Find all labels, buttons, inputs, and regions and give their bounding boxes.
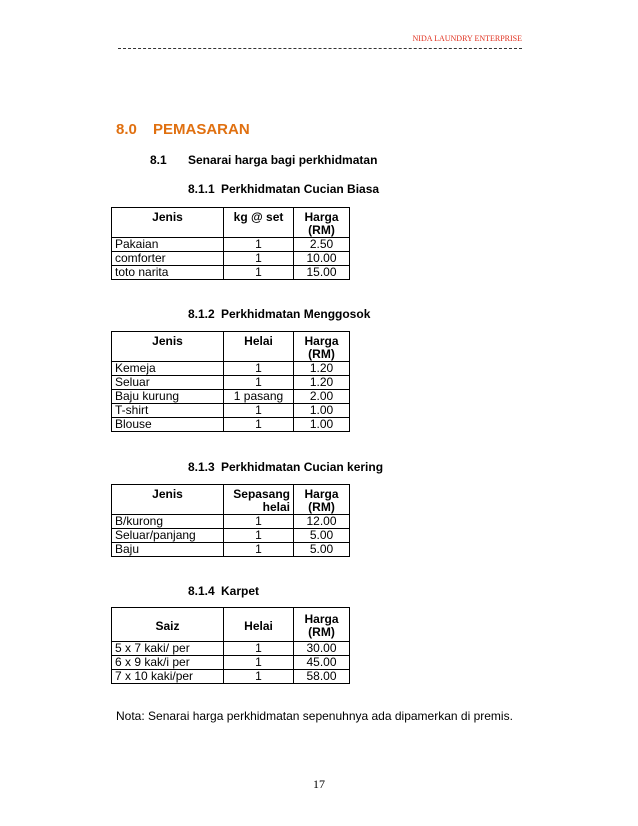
- table-header-row: [112, 332, 350, 362]
- table-cell: 1: [224, 362, 294, 376]
- table-row: [112, 418, 350, 432]
- table-cell: 7 x 10 kaki/per: [112, 670, 224, 684]
- table-heading-number: 8.1.2: [188, 307, 215, 321]
- table-cell: 1.00: [294, 418, 350, 432]
- section-number: 8.0: [116, 121, 137, 138]
- page-number: 17: [313, 777, 325, 791]
- section-title-text: PEMASARAN: [153, 121, 250, 138]
- table-heading-number: 8.1.3: [188, 460, 215, 474]
- table-row: [112, 543, 350, 557]
- table-heading-number: 8.1.4: [188, 584, 215, 598]
- table-cell: Baju: [112, 543, 224, 557]
- table-row: [112, 515, 350, 529]
- table-cell: 1.20: [294, 362, 350, 376]
- table-heading-text: Perkhidmatan Cucian kering: [221, 460, 384, 474]
- table-cell: 1.20: [294, 376, 350, 390]
- table-header-cell: Jenis: [112, 485, 224, 515]
- table-cell: 1: [224, 543, 294, 557]
- table-cell: 30.00: [294, 642, 350, 656]
- table-cell: Pakaian: [112, 238, 224, 252]
- table-header-cell: Jenis: [112, 208, 224, 238]
- price-table-4: [111, 607, 350, 684]
- table-row: [112, 656, 350, 670]
- table-heading-3: [188, 460, 383, 474]
- table-cell: 1: [224, 529, 294, 543]
- table-header-cell: Saiz: [112, 608, 224, 642]
- table-cell: 58.00: [294, 670, 350, 684]
- table-header-cell: kg @ set: [224, 208, 294, 238]
- table-cell: Baju kurung: [112, 390, 224, 404]
- table-cell: 1: [224, 266, 294, 280]
- table-row: [112, 252, 350, 266]
- note-text: Nota: Senarai harga perkhidmatan sepenuhnya ada dipamerkan di premis.: [116, 709, 513, 723]
- table-cell: 6 x 9 kak/i per: [112, 656, 224, 670]
- table-cell: 1: [224, 376, 294, 390]
- table-cell: toto narita: [112, 266, 224, 280]
- table-cell: 1: [224, 656, 294, 670]
- table-row: [112, 670, 350, 684]
- subsection-title-text: Senarai harga bagi perkhidmatan: [188, 153, 378, 167]
- table-cell: 1.00: [294, 404, 350, 418]
- table-cell: 1: [224, 404, 294, 418]
- section-title: [116, 121, 250, 138]
- table-row: [112, 642, 350, 656]
- table-header-cell: Harga (RM): [294, 485, 350, 515]
- table-cell: 5.00: [294, 543, 350, 557]
- table-cell: 10.00: [294, 252, 350, 266]
- table-cell: 2.50: [294, 238, 350, 252]
- table-cell: Kemeja: [112, 362, 224, 376]
- price-table-1: [111, 207, 350, 280]
- header-divider: [118, 48, 522, 49]
- price-table-3: [111, 484, 350, 557]
- table-row: [112, 266, 350, 280]
- table-cell: 5.00: [294, 529, 350, 543]
- table-heading-number: 8.1.1: [188, 182, 215, 196]
- table-heading-text: Perkhidmatan Menggosok: [221, 307, 371, 321]
- table-heading-text: Perkhidmatan Cucian Biasa: [221, 182, 380, 196]
- table-row: [112, 362, 350, 376]
- price-table-2: [111, 331, 350, 432]
- table-cell: comforter: [112, 252, 224, 266]
- table-cell: 15.00: [294, 266, 350, 280]
- table-header-cell: Harga (RM): [294, 332, 350, 362]
- table-cell: 1: [224, 515, 294, 529]
- table-cell: 2.00: [294, 390, 350, 404]
- subsection-title: [150, 153, 377, 167]
- table-header-cell: Sepasang helai: [224, 485, 294, 515]
- table-header-row: [112, 608, 350, 642]
- table-cell: 1: [224, 238, 294, 252]
- table-row: [112, 404, 350, 418]
- table-header-cell: Jenis: [112, 332, 224, 362]
- running-header: NIDA LAUNDRY ENTERPRISE: [412, 34, 522, 43]
- table-heading-text: Karpet: [221, 584, 260, 598]
- table-cell: Blouse: [112, 418, 224, 432]
- table-cell: 1 pasang: [224, 390, 294, 404]
- table-header-cell: Harga (RM): [294, 208, 350, 238]
- table-heading-1: [188, 182, 379, 196]
- table-cell: 45.00: [294, 656, 350, 670]
- table-cell: Seluar: [112, 376, 224, 390]
- table-cell: 1: [224, 418, 294, 432]
- table-heading-4: [188, 584, 259, 598]
- table-cell: Seluar/panjang: [112, 529, 224, 543]
- table-cell: 1: [224, 670, 294, 684]
- table-heading-2: [188, 307, 370, 321]
- table-row: [112, 390, 350, 404]
- table-header-row: [112, 208, 350, 238]
- table-cell: 1: [224, 252, 294, 266]
- table-header-cell: Helai: [224, 332, 294, 362]
- table-row: [112, 376, 350, 390]
- table-row: [112, 529, 350, 543]
- table-header-row: [112, 485, 350, 515]
- table-cell: 5 x 7 kaki/ per: [112, 642, 224, 656]
- subsection-number: 8.1: [150, 153, 167, 167]
- table-cell: B/kurong: [112, 515, 224, 529]
- table-row: [112, 238, 350, 252]
- table-cell: 1: [224, 642, 294, 656]
- table-cell: 12.00: [294, 515, 350, 529]
- table-header-cell: Helai: [224, 608, 294, 642]
- table-cell: T-shirt: [112, 404, 224, 418]
- table-header-cell: Harga (RM): [294, 608, 350, 642]
